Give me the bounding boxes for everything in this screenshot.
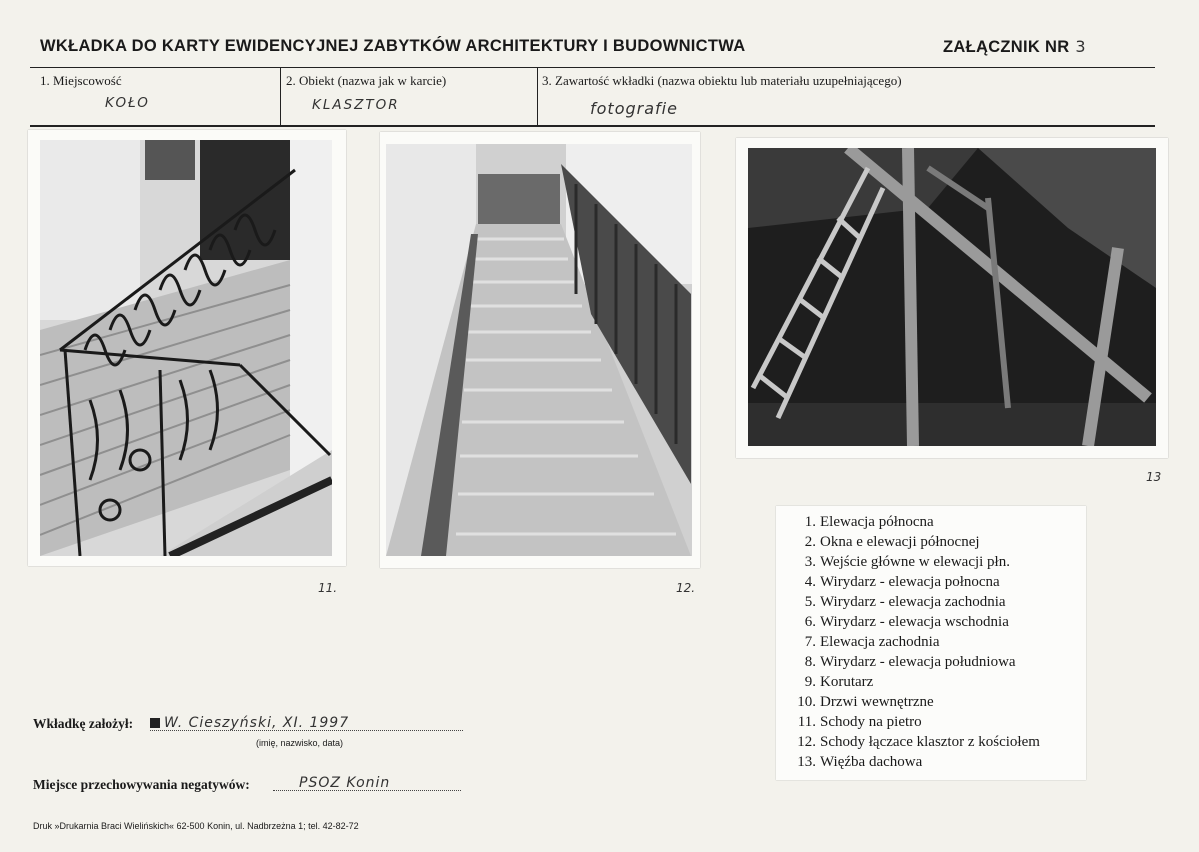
form-divider-2 xyxy=(537,67,538,125)
legend-list xyxy=(776,506,1086,772)
legend-item-text: Okna e elewacji północnej xyxy=(820,534,980,550)
attachment-label-text: ZAŁĄCZNIK NR xyxy=(943,38,1070,56)
form-top-line xyxy=(30,67,1155,68)
photo-12 xyxy=(386,144,692,556)
author-field xyxy=(150,714,463,731)
photo-frame-11 xyxy=(28,130,346,566)
content-label: 3. Zawartość wkładki (nazwa obiektu lub materiału uzupełniającego) xyxy=(542,73,902,88)
photo-legend xyxy=(776,506,1086,780)
legend-item xyxy=(796,532,1086,552)
printer-info: Druk »Drukarnia Braci Wielińskich« 62-500 Konin, ul. Nadbrzeżna 1; tel. 42-82-72 xyxy=(33,821,359,831)
legend-item xyxy=(796,632,1086,652)
legend-item xyxy=(796,692,1086,712)
legend-item-text: Wirydarz - elewacja wschodnia xyxy=(820,614,1009,630)
legend-item xyxy=(796,592,1086,612)
legend-item-number: 1. xyxy=(804,514,816,530)
legend-item xyxy=(796,672,1086,692)
legend-item-number: 11. xyxy=(797,714,816,730)
content-value: fotografie xyxy=(590,99,678,118)
author-hint: (imię, nazwisko, data) xyxy=(256,738,344,748)
photo-frame-13 xyxy=(736,138,1168,458)
legend-item-text: Schody łączace klasztor z kościołem xyxy=(820,734,1040,750)
legend-item-text: Wejście główne w elewacji płn. xyxy=(820,554,1010,570)
legend-item xyxy=(796,552,1086,572)
legend-item-number: 7. xyxy=(804,634,816,650)
legend-item-number: 4. xyxy=(804,574,816,590)
legend-item-number: 13. xyxy=(797,754,816,770)
author-value: W. Cieszyński, XI. 1997 xyxy=(164,715,350,731)
negatives-field xyxy=(273,774,461,791)
signature-mark xyxy=(150,718,160,728)
photo-number-12: 12. xyxy=(676,581,696,595)
author-label: Wkładkę założył: xyxy=(33,716,134,731)
place-label: 1. Miejscowość xyxy=(40,73,122,88)
legend-item-text: Wirydarz - elewacja zachodnia xyxy=(820,594,1006,610)
form-divider-1 xyxy=(280,67,281,125)
form-bottom-line xyxy=(30,125,1155,127)
legend-item-number: 6. xyxy=(804,614,816,630)
legend-item xyxy=(796,612,1086,632)
photo-13 xyxy=(748,148,1156,446)
legend-item-text: Więźba dachowa xyxy=(820,754,923,770)
attachment-label xyxy=(943,37,1086,57)
document-title: WKŁADKA DO KARTY EWIDENCYJNEJ ZABYTKÓW ARCHITEKTURY I BUDOWNICTWA xyxy=(40,37,746,55)
photo-frame-12 xyxy=(380,132,700,568)
legend-item-text: Schody na pietro xyxy=(820,714,922,730)
roof-truss-image xyxy=(748,148,1156,446)
legend-item-number: 5. xyxy=(804,594,816,610)
legend-item xyxy=(796,572,1086,592)
legend-item-number: 3. xyxy=(804,554,816,570)
legend-item xyxy=(796,512,1086,532)
object-label: 2. Obiekt (nazwa jak w karcie) xyxy=(286,73,447,88)
legend-item-text: Wirydarz - elewacja połnocna xyxy=(820,574,1000,590)
legend-item-text: Drzwi wewnętrzne xyxy=(820,694,934,710)
place-value: KOŁO xyxy=(105,95,150,111)
object-value: KLASZTOR xyxy=(312,97,400,113)
photo-number-11: 11. xyxy=(318,581,338,595)
legend-item-number: 2. xyxy=(804,534,816,550)
photo-11 xyxy=(40,140,332,556)
staircase-railing-image xyxy=(40,140,332,556)
negatives-label: Miejsce przechowywania negatywów: xyxy=(33,777,250,792)
legend-item-text: Elewacja zachodnia xyxy=(820,634,940,650)
legend-item-text: Korutarz xyxy=(820,674,874,690)
legend-item xyxy=(796,712,1086,732)
legend-item-number: 9. xyxy=(804,674,816,690)
legend-item-number: 10. xyxy=(797,694,816,710)
legend-item-number: 8. xyxy=(804,654,816,670)
attachment-number: 3 xyxy=(1075,37,1086,56)
negatives-value: PSOZ Konin xyxy=(299,775,391,791)
legend-item-text: Wirydarz - elewacja południowa xyxy=(820,654,1016,670)
legend-item xyxy=(796,652,1086,672)
photo-number-13: 13 xyxy=(1146,470,1162,484)
staircase-image xyxy=(386,144,692,556)
legend-item xyxy=(796,732,1086,752)
legend-item-number: 12. xyxy=(797,734,816,750)
legend-item-text: Elewacja północna xyxy=(820,514,934,530)
legend-item xyxy=(796,752,1086,772)
